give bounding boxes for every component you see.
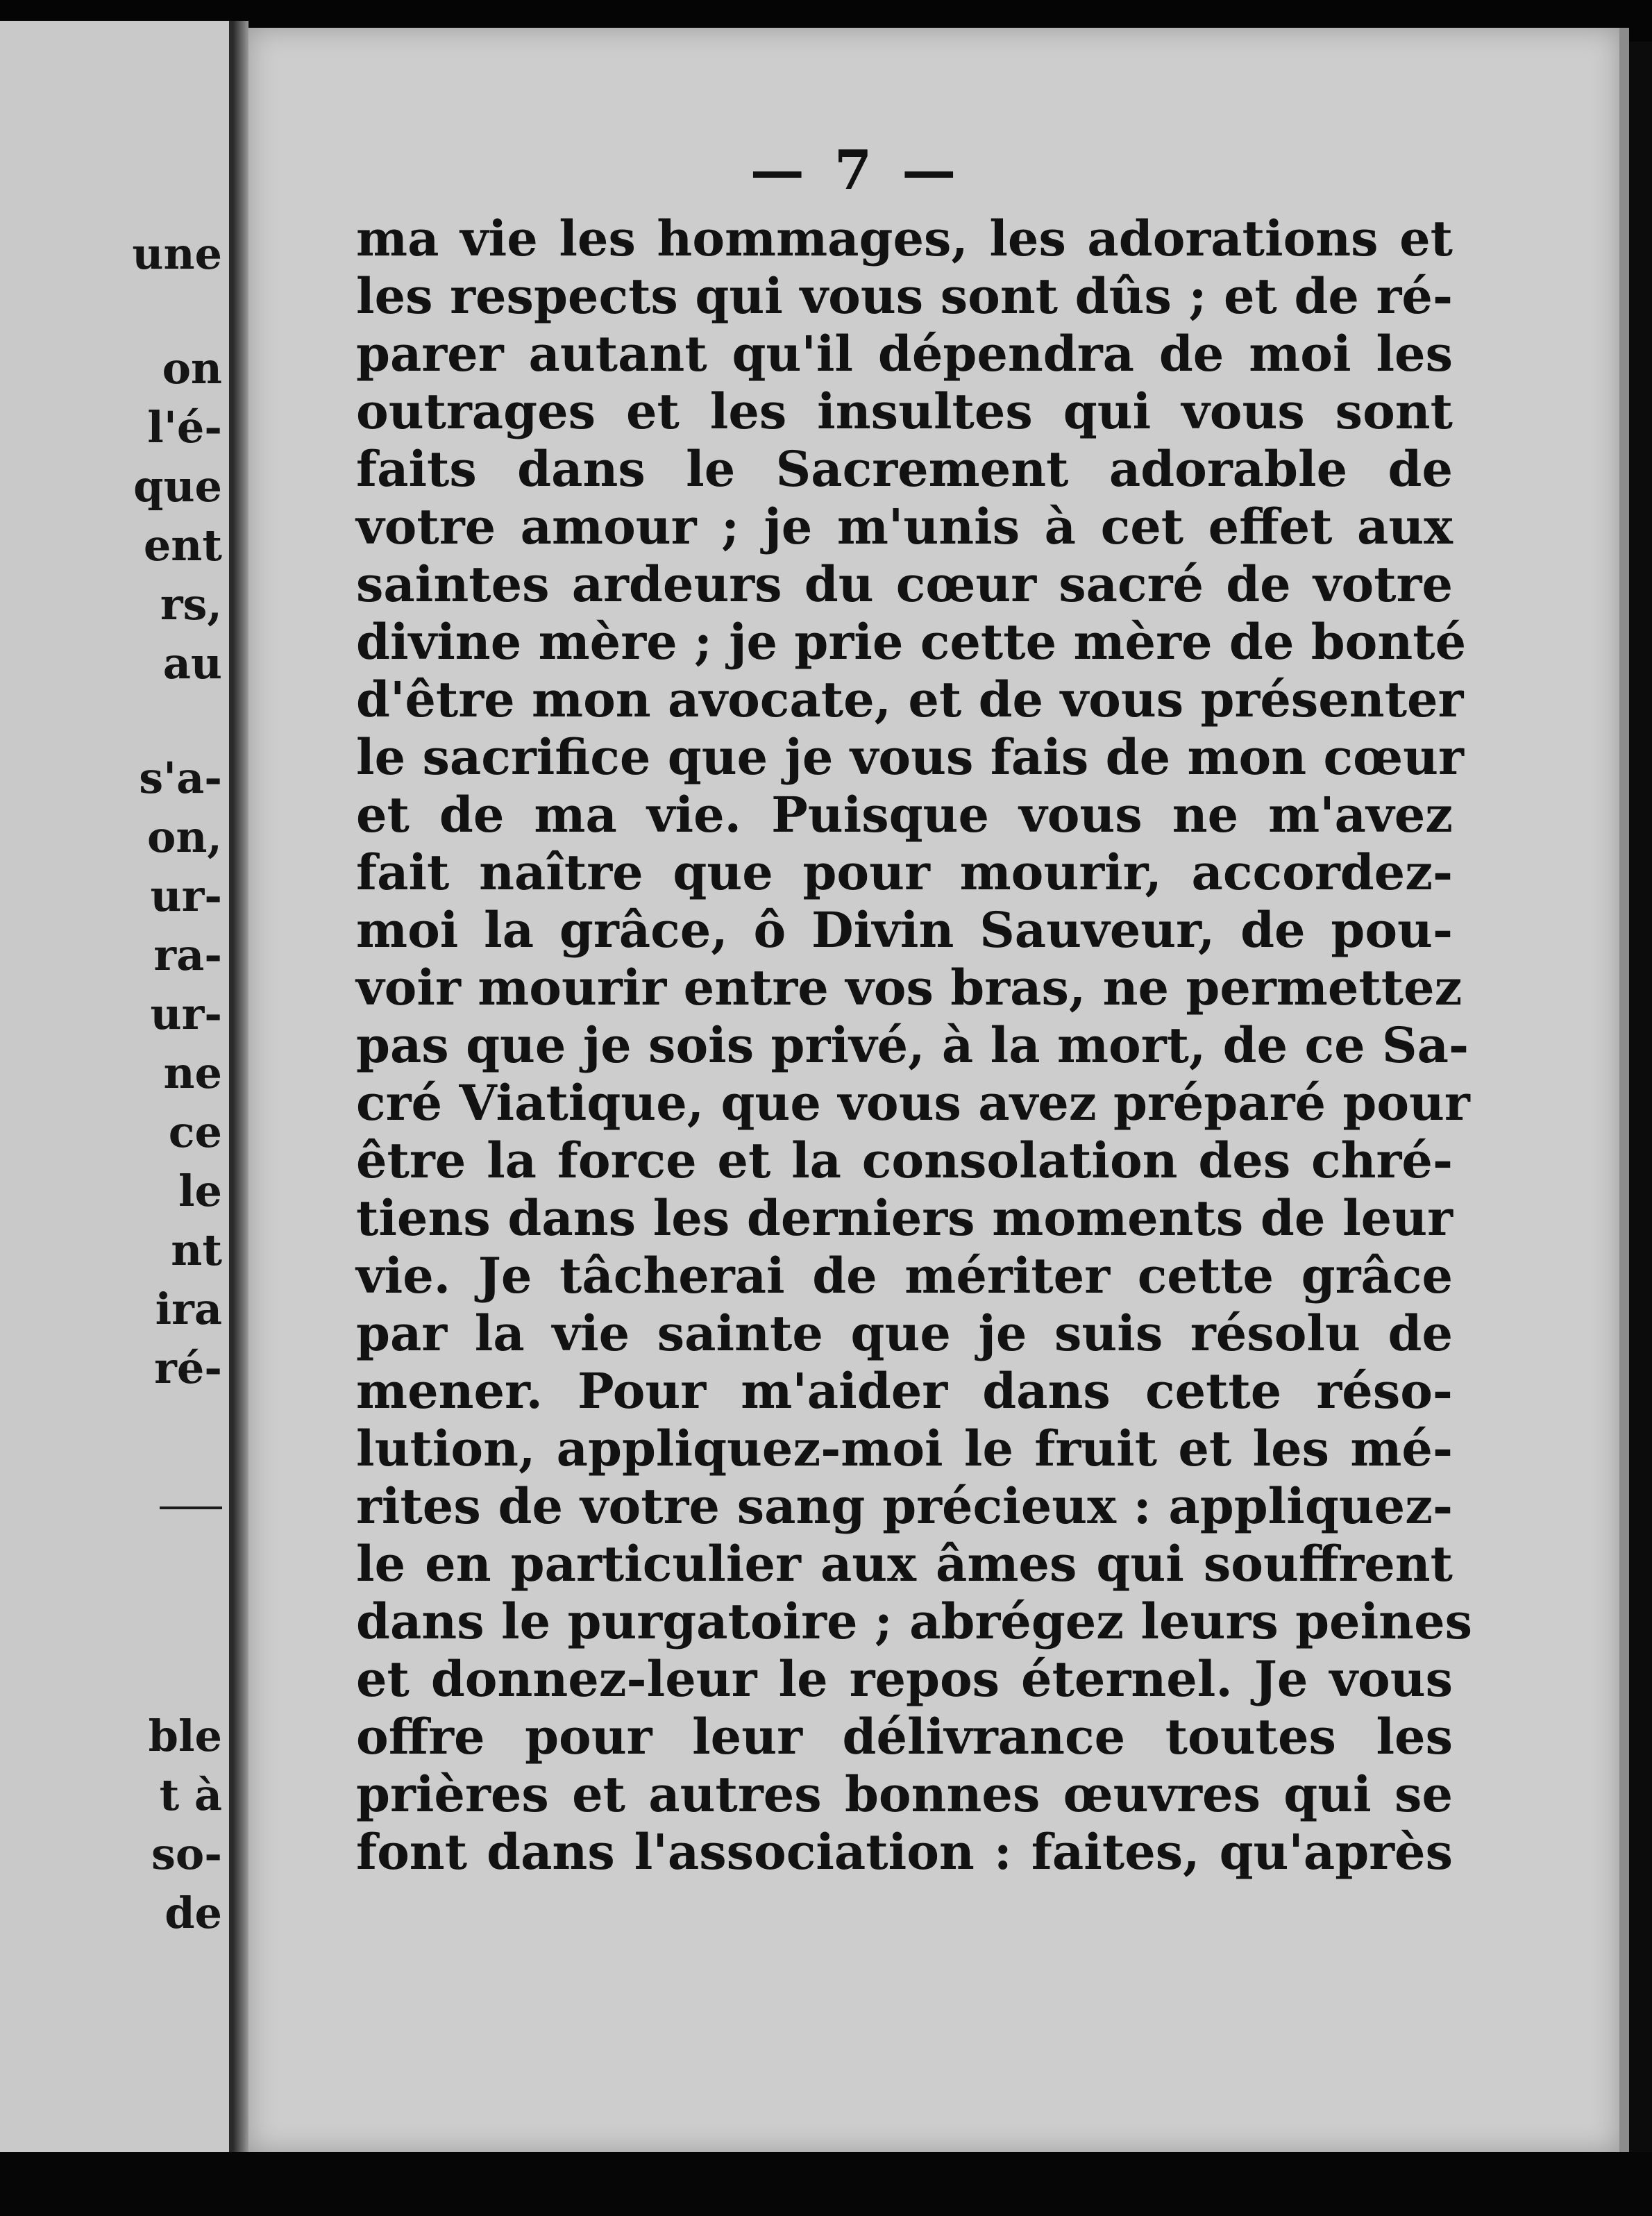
previous-page (0, 21, 233, 2152)
section-rule (160, 1506, 222, 1509)
text-line: outrages et les insultes qui vous sont (356, 383, 1453, 440)
text-line: rites de votre sang précieux : appliquez- (356, 1477, 1453, 1535)
page-number: — 7 — (750, 139, 962, 202)
text-line: les respects qui vous sont dûs ; et de ré- (356, 267, 1453, 325)
text-line: vie. Je tâcherai de mériter cette grâce (356, 1247, 1453, 1304)
text-line: être la force et la consolation des chré- (356, 1132, 1453, 1189)
line-fragment: de (165, 1888, 222, 1938)
text-line: voir mourir entre vos bras, ne permettez (356, 959, 1463, 1016)
line-fragment: rs, (160, 579, 222, 630)
text-line: moi la grâce, ô Divin Sauveur, de pou- (356, 901, 1453, 959)
line-fragment: ré- (154, 1343, 222, 1393)
text-line: le en particulier aux âmes qui souffrent (356, 1535, 1453, 1593)
text-line: et de ma vie. Puisque vous ne m'avez (356, 786, 1453, 843)
line-fragment: ce (168, 1107, 222, 1157)
line-fragment: so- (151, 1829, 222, 1879)
text-line: et donnez-leur le repos éternel. Je vous (356, 1650, 1453, 1708)
text-line: pas que je sois privé, à la mort, de ce Sa- (356, 1016, 1469, 1074)
book-gutter (233, 21, 248, 2166)
text-line: lution, appliquez-moi le fruit et les mé- (356, 1420, 1453, 1477)
line-fragment: que (133, 461, 222, 512)
line-fragment: s'a- (139, 753, 222, 803)
line-fragment: nt (171, 1225, 222, 1275)
text-line: mener. Pour m'aider dans cette réso- (356, 1362, 1453, 1420)
text-line: prières et autres bonnes œuvres qui se (356, 1765, 1453, 1823)
text-line: parer autant qu'il dépendra de moi les (356, 325, 1453, 383)
line-fragment: une (132, 228, 222, 279)
text-line: faits dans le Sacrement adorable de (356, 440, 1453, 498)
text-line: d'être mon avocate, et de vous présenter (356, 671, 1464, 728)
line-fragment: on (162, 343, 222, 394)
line-fragment: ira (155, 1284, 222, 1334)
line-fragment: t à (159, 1770, 222, 1820)
body-text (356, 210, 1473, 1881)
line-fragment: ble (148, 1711, 222, 1761)
line-fragment: ur- (150, 989, 222, 1039)
text-line: font dans l'association : faites, qu'après (356, 1823, 1453, 1881)
text-line: ma vie les hommages, les adorations et (356, 210, 1453, 267)
line-fragment: ent (143, 520, 222, 571)
line-fragment: l'é- (147, 402, 222, 453)
text-line: fait naître que pour mourir, accordez- (356, 843, 1453, 901)
line-fragment: on, (146, 812, 222, 862)
text-line: le sacrifice que je vous fais de mon cœur (356, 728, 1464, 786)
text-line: tiens dans les derniers moments de leur (356, 1189, 1453, 1247)
text-line: votre amour ; je m'unis à cet effet aux (356, 498, 1453, 555)
line-fragment: au (162, 638, 222, 689)
text-line: cré Viatique, que vous avez préparé pour (356, 1074, 1470, 1132)
line-fragment: ne (163, 1048, 222, 1098)
line-fragment: ur- (150, 871, 222, 921)
line-fragment: ra- (153, 930, 222, 980)
text-line: divine mère ; je prie cette mère de bonté (356, 613, 1467, 671)
text-line: saintes ardeurs du cœur sacré de votre (356, 555, 1453, 613)
text-line: par la vie sainte que je suis résolu de (356, 1304, 1453, 1362)
line-fragment: le (178, 1166, 222, 1216)
scan-bottom-border (0, 2152, 1652, 2216)
page-edge (1619, 28, 1629, 2152)
text-line: offre pour leur délivrance toutes les (356, 1708, 1453, 1765)
text-line: dans le purgatoire ; abrégez leurs peines (356, 1593, 1473, 1650)
current-page (248, 28, 1619, 2152)
